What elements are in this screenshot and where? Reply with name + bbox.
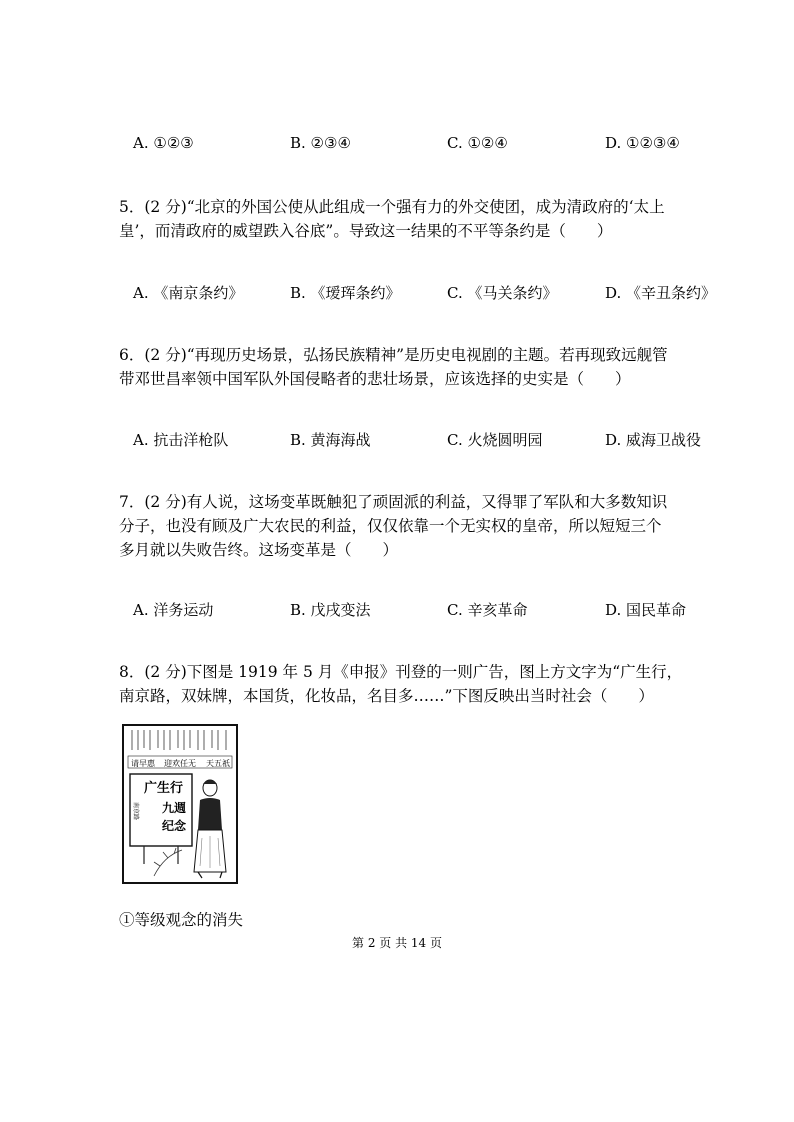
q4-option-a[interactable]: A. ①②③ [133, 134, 194, 152]
advertisement-illustration [124, 726, 236, 882]
q7-options [133, 599, 733, 621]
ad-sign-main-1: 广生行 [144, 781, 184, 796]
q6-stem-line-1: 6．(2 分)“再现历史场景，弘扬民族精神”是历史电视剧的主题。若再现致远舰管 [119, 346, 668, 364]
q4-options [133, 134, 733, 156]
ad-sign-main-3: 纪念 [162, 819, 187, 833]
ad-sign-top-3: 天五祇 [206, 759, 230, 768]
q7-stem-line-2: 分子，也没有顾及广大农民的利益，仅仅依靠一个无实权的皇帝，所以短短三个 [119, 517, 662, 535]
q7-option-a[interactable]: A. 洋务运动 [133, 601, 214, 619]
question-6 [119, 343, 699, 391]
q5-stem-line-1: 5．(2 分)“北京的外国公使从此组成一个强有力的外交使团，成为清政府的‘太上 [119, 198, 665, 216]
q5-option-c[interactable]: C. 《马关条约》 [447, 284, 558, 302]
advertisement-figure [122, 724, 238, 884]
q4-option-c[interactable]: C. ①②④ [447, 134, 508, 152]
q4-option-b[interactable]: B. ②③④ [290, 134, 351, 152]
q5-option-b[interactable]: B. 《瑷珲条约》 [290, 284, 401, 302]
ad-sign-top-2: 迎欢任无 [164, 759, 196, 768]
q7-option-b[interactable]: B. 戊戌变法 [290, 601, 371, 619]
q5-option-d[interactable]: D. 《辛丑条约》 [605, 284, 717, 302]
q7-stem-line-3: 多月就以失败告终。这场变革是（ ） [119, 541, 399, 559]
q7-option-c[interactable]: C. 辛亥革命 [447, 601, 528, 619]
q6-option-a[interactable]: A. 抗击洋枪队 [133, 431, 229, 449]
q6-option-d[interactable]: D. 威海卫战役 [605, 431, 702, 449]
ad-header-text-columns [132, 730, 226, 750]
q6-stem-line-2: 带邓世昌率领中国军队外国侵略者的悲壮场景，应该选择的史实是（ ） [119, 370, 631, 388]
question-5 [119, 195, 699, 243]
q4-option-d[interactable]: D. ①②③④ [605, 134, 680, 152]
q5-option-a[interactable]: A. 《南京条约》 [133, 284, 244, 302]
q7-option-d[interactable]: D. 国民革命 [605, 601, 687, 619]
ad-woman-figure [194, 780, 226, 878]
q7-stem-line-1: 7．(2 分)有人说，这场变革既触犯了顽固派的利益，又得罪了军队和大多数知识 [119, 493, 668, 511]
q8-item-1: ①等级观念的消失 [119, 911, 244, 929]
q8-stem-line-1: 8．(2 分)下图是 1919 年 5 月《申报》刊登的一则广告，图上方文字为“广生行， [119, 663, 683, 681]
question-7 [119, 490, 699, 562]
ad-sign-side-label: 南京路 [132, 802, 139, 821]
question-8 [119, 660, 699, 708]
q6-option-c[interactable]: C. 火烧圆明园 [447, 431, 543, 449]
q5-stem-line-2: 皇’，而清政府的威望跌入谷底”。导致这一结果的不平等条约是（ ） [119, 222, 613, 240]
page-number-footer: 第 2 页 共 14 页 [352, 936, 442, 950]
q6-options [133, 429, 733, 451]
q5-options [133, 282, 733, 304]
q8-stem-line-2: 南京路，双妹牌，本国货，化妆品，名目多……”下图反映出当时社会（ ） [119, 687, 654, 705]
ad-sign-top-1: 请早惠 [131, 759, 155, 768]
ad-sign-main-2: 九週 [162, 801, 187, 815]
q6-option-b[interactable]: B. 黄海海战 [290, 431, 371, 449]
